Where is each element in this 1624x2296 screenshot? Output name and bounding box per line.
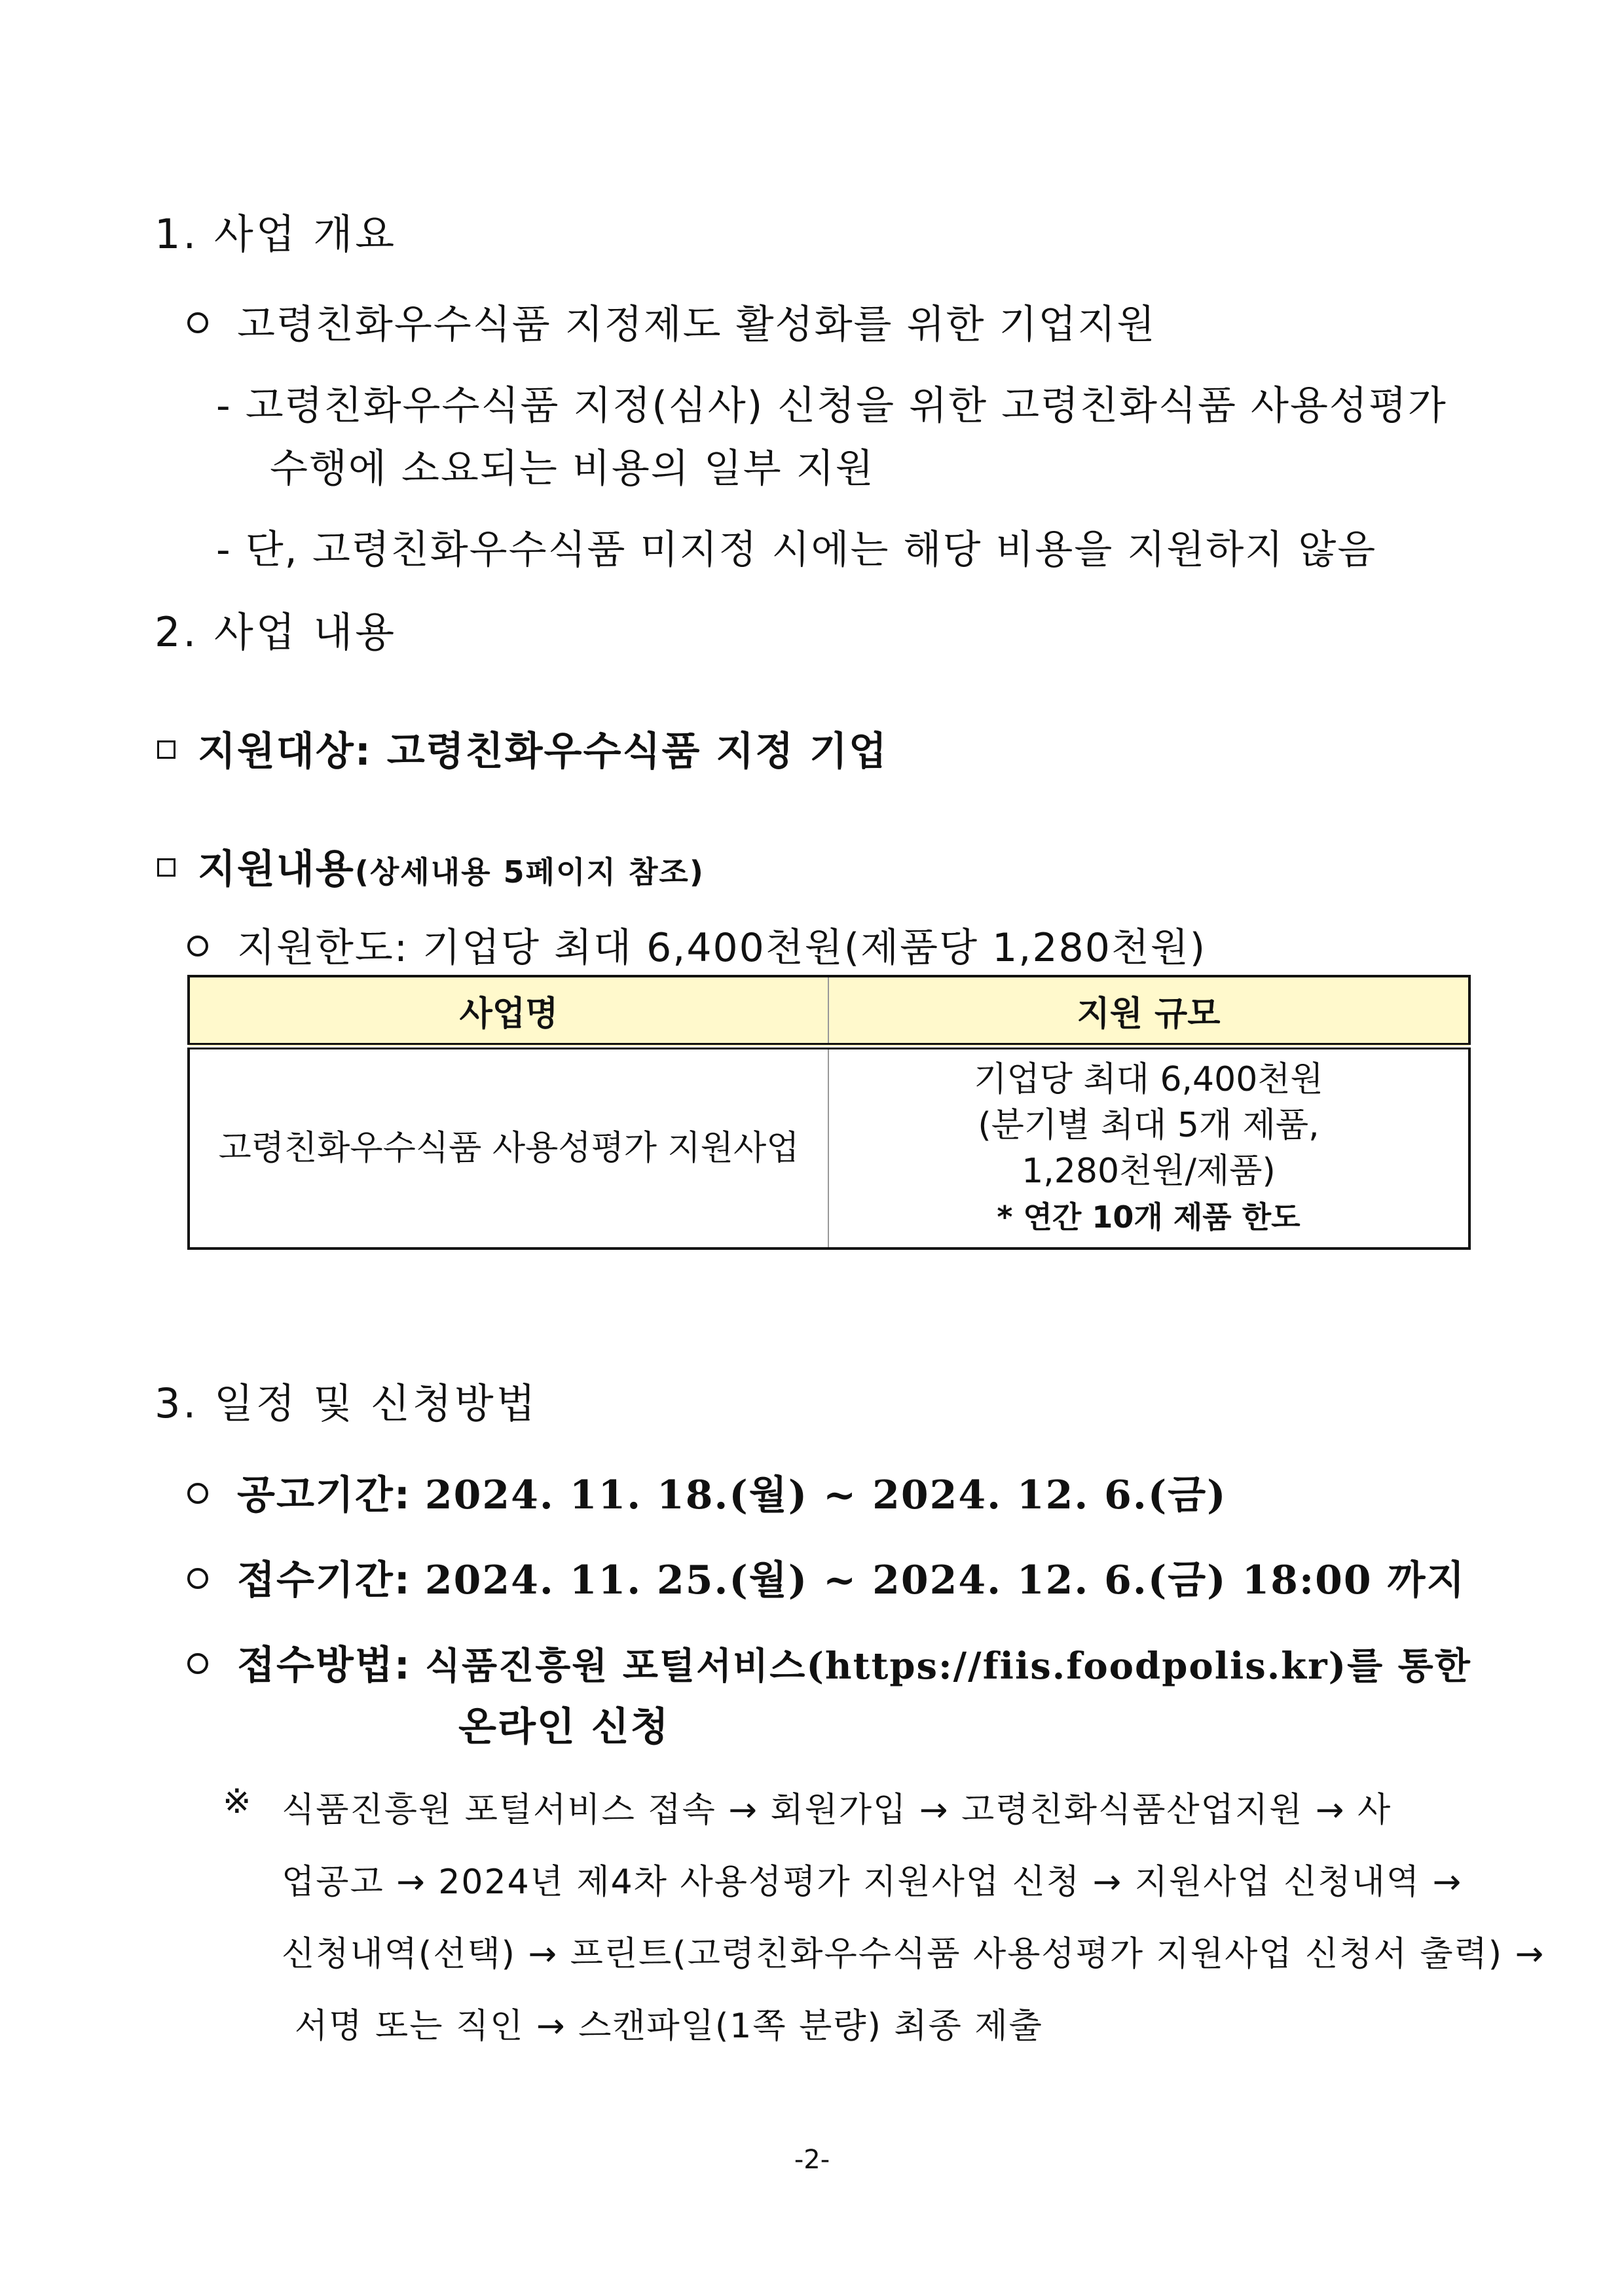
reference-mark: ※ [223, 1782, 253, 1821]
table-cell-scale [828, 1046, 1469, 1248]
circle-bullet-icon [187, 312, 208, 333]
note-line: 서명 또는 직인 → 스캔파일(1쪽 분량) 최종 제출 [295, 2007, 1043, 2046]
section1-heading: 1. 사업 개요 [155, 210, 397, 258]
note-line: 신청내역(선택) → 프린트(고령친화우수식품 사용성평가 지원사업 신청서 출력) → [282, 1935, 1545, 1974]
note-line: 식품진흥원 포털서비스 접속 → 회원가입 → 고령친화식품산업지원 → 사 [282, 1791, 1392, 1830]
support-limit: 지원한도: 기업당 최대 6,400천원(제품당 1,280천원) [187, 917, 1206, 973]
notice-period: 공고기간: 2024. 11. 18.(월) ~ 2024. 12. 6.(금) [187, 1464, 1227, 1520]
note-line: 업공고 → 2024년 제4차 사용성평가 지원사업 신청 → 지원사업 신청내역 → [282, 1863, 1463, 1902]
square-bullet-icon [157, 858, 175, 877]
circle-bullet-icon [187, 1483, 208, 1504]
receipt-method: 접수방법: 식품진흥원 포털서비스(https://fiis.foodpolis.kr)를 통한 [187, 1634, 1471, 1690]
circle-bullet-icon [187, 936, 208, 957]
receipt-method-line2: 온라인 신청 [458, 1704, 670, 1750]
table-cell-name: 고령친화우수식품 사용성평가 지원사업 [189, 1046, 828, 1248]
section1-dash1-line1: - 고령친화우수식품 지정(심사) 신청을 위한 고령친화식품 사용성평가 [216, 383, 1447, 429]
section1-bullet: 고령친화우수식품 지정제도 활성화를 위한 기업지원 [187, 293, 1156, 350]
scale-note: * 연간 10개 제품 한도 [997, 1199, 1301, 1235]
support-target: 지원대상: 고령친화우수식품 지정 기업 [157, 720, 888, 776]
table-header-name: 사업명 [189, 976, 828, 1046]
page-number: -2- [794, 2145, 830, 2175]
scale-line: 1,280천원/제품) [1022, 1152, 1276, 1191]
circle-bullet-icon [187, 1653, 208, 1674]
receipt-period: 접수기간: 2024. 11. 25.(월) ~ 2024. 12. 6.(금) 18:00 까지 [187, 1549, 1466, 1605]
section3-heading: 3. 일정 및 신청방법 [155, 1379, 538, 1427]
section2-heading: 2. 사업 내용 [155, 608, 397, 656]
support-table [187, 975, 1471, 1250]
table-header-scale: 지원 규모 [828, 976, 1469, 1046]
section1-dash2: - 단, 고령친화우수식품 미지정 시에는 해당 비용을 지원하지 않음 [216, 527, 1377, 573]
support-content: 지원내용(상세내용 5페이지 참조) [157, 838, 705, 894]
circle-bullet-icon [187, 1568, 208, 1589]
square-bullet-icon [157, 740, 175, 759]
scale-line: 기업당 최대 6,400천원 [974, 1060, 1323, 1099]
scale-line: (분기별 최대 5개 제품, [978, 1106, 1320, 1145]
section1-dash1-line2: 수행에 소요되는 비용의 일부 지원 [270, 446, 875, 492]
